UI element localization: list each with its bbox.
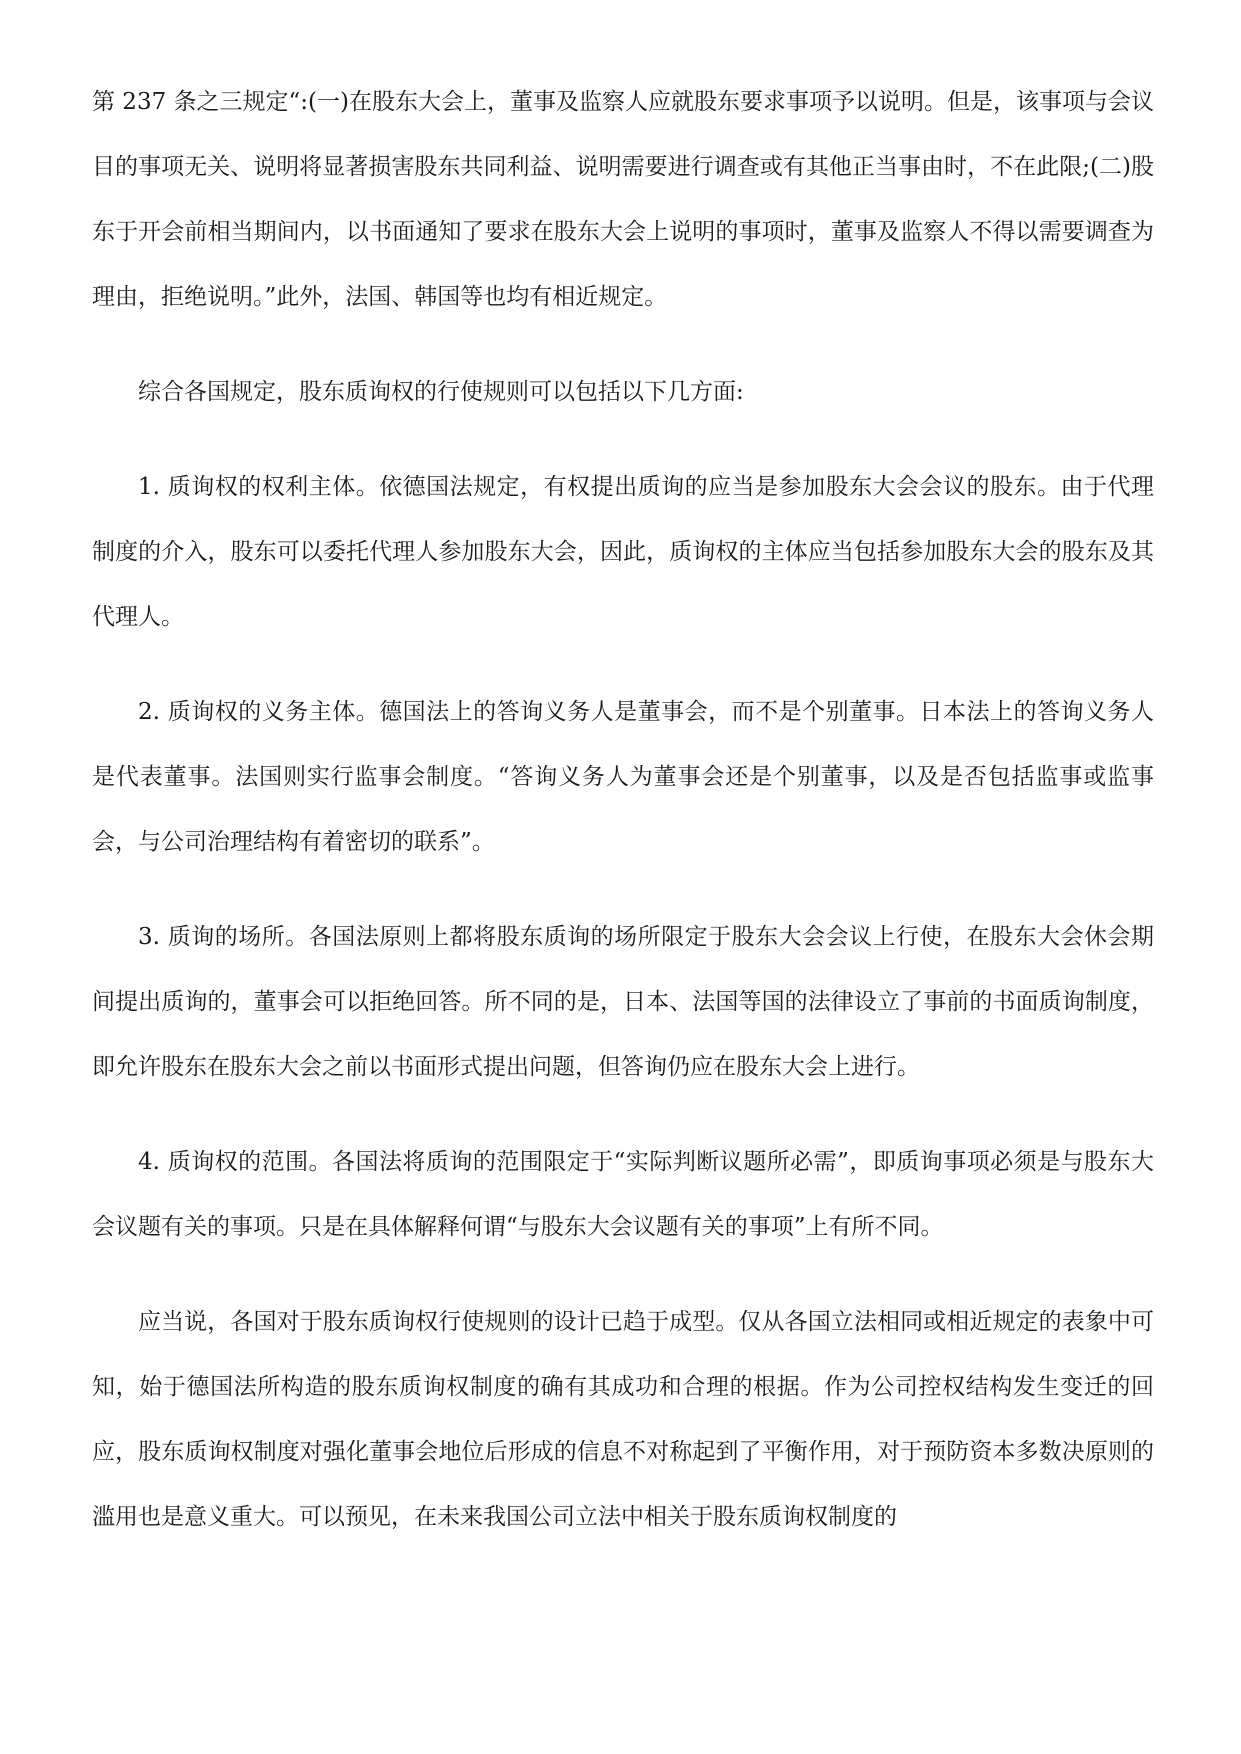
paragraph-duty-subject: 2. 质询权的义务主体。德国法上的答询义务人是董事会，而不是个别董事。日本法上的答询义务人是代表董事。法国则实行监事会制度。“答询义务人为董事会还是个别董事，以及是否包括监事或监事会，与公司治理结构有着密切的联系”。 [92, 699, 1154, 855]
paragraph-article-237: 第 237 条之三规定“:(一)在股东大会上，董事及监察人应就股东要求事项予以说明。但是，该事项与会议目的事项无关、说明将显著损害股东共同利益、说明需要进行调查或有其他正当事由时，不在此限;(二)股东于开会前相当期间内，以书面通知了要求在股东大会上说明的事项时，董事及监察人不得以需要调查为理由，拒绝说明。”此外，法国、韩国等也均有相近规定。 [92, 89, 1154, 310]
paragraph-rights-subject: 1. 质询权的权利主体。依德国法规定，有权提出质询的应当是参加股东大会会议的股东。由于代理制度的介入，股东可以委托代理人参加股东大会，因此，质询权的主体应当包括参加股东大会的股东及其代理人。 [92, 474, 1154, 630]
paragraph-conclusion: 应当说，各国对于股东质询权行使规则的设计已趋于成型。仅从各国立法相同或相近规定的表象中可知，始于德国法所构造的股东质询权制度的确有其成功和合理的根据。作为公司控权结构发生变迁的回应，股东质询权制度对强化董事会地位后形成的信息不对称起到了平衡作用，对于预防资本多数决原则的滥用也是意义重大。可以预见，在未来我国公司立法中相关于股东质询权制度的 [92, 1309, 1154, 1530]
document-page [92, 70, 1154, 1580]
paragraph-inquiry-scope: 4. 质询权的范围。各国法将质询的范围限定于“实际判断议题所必需”，即质询事项必须是与股东大会议题有关的事项。只是在具体解释何谓“与股东大会议题有关的事项”上有所不同。 [92, 1149, 1154, 1240]
paragraph-inquiry-venue: 3. 质询的场所。各国法原则上都将股东质询的场所限定于股东大会会议上行使，在股东大会休会期间提出质询的，董事会可以拒绝回答。所不同的是，日本、法国等国的法律设立了事前的书面质询制度，即允许股东在股东大会之前以书面形式提出问题，但答询仍应在股东大会上进行。 [92, 924, 1154, 1080]
paragraph-summary-intro: 综合各国规定，股东质询权的行使规则可以包括以下几方面: [138, 379, 744, 405]
